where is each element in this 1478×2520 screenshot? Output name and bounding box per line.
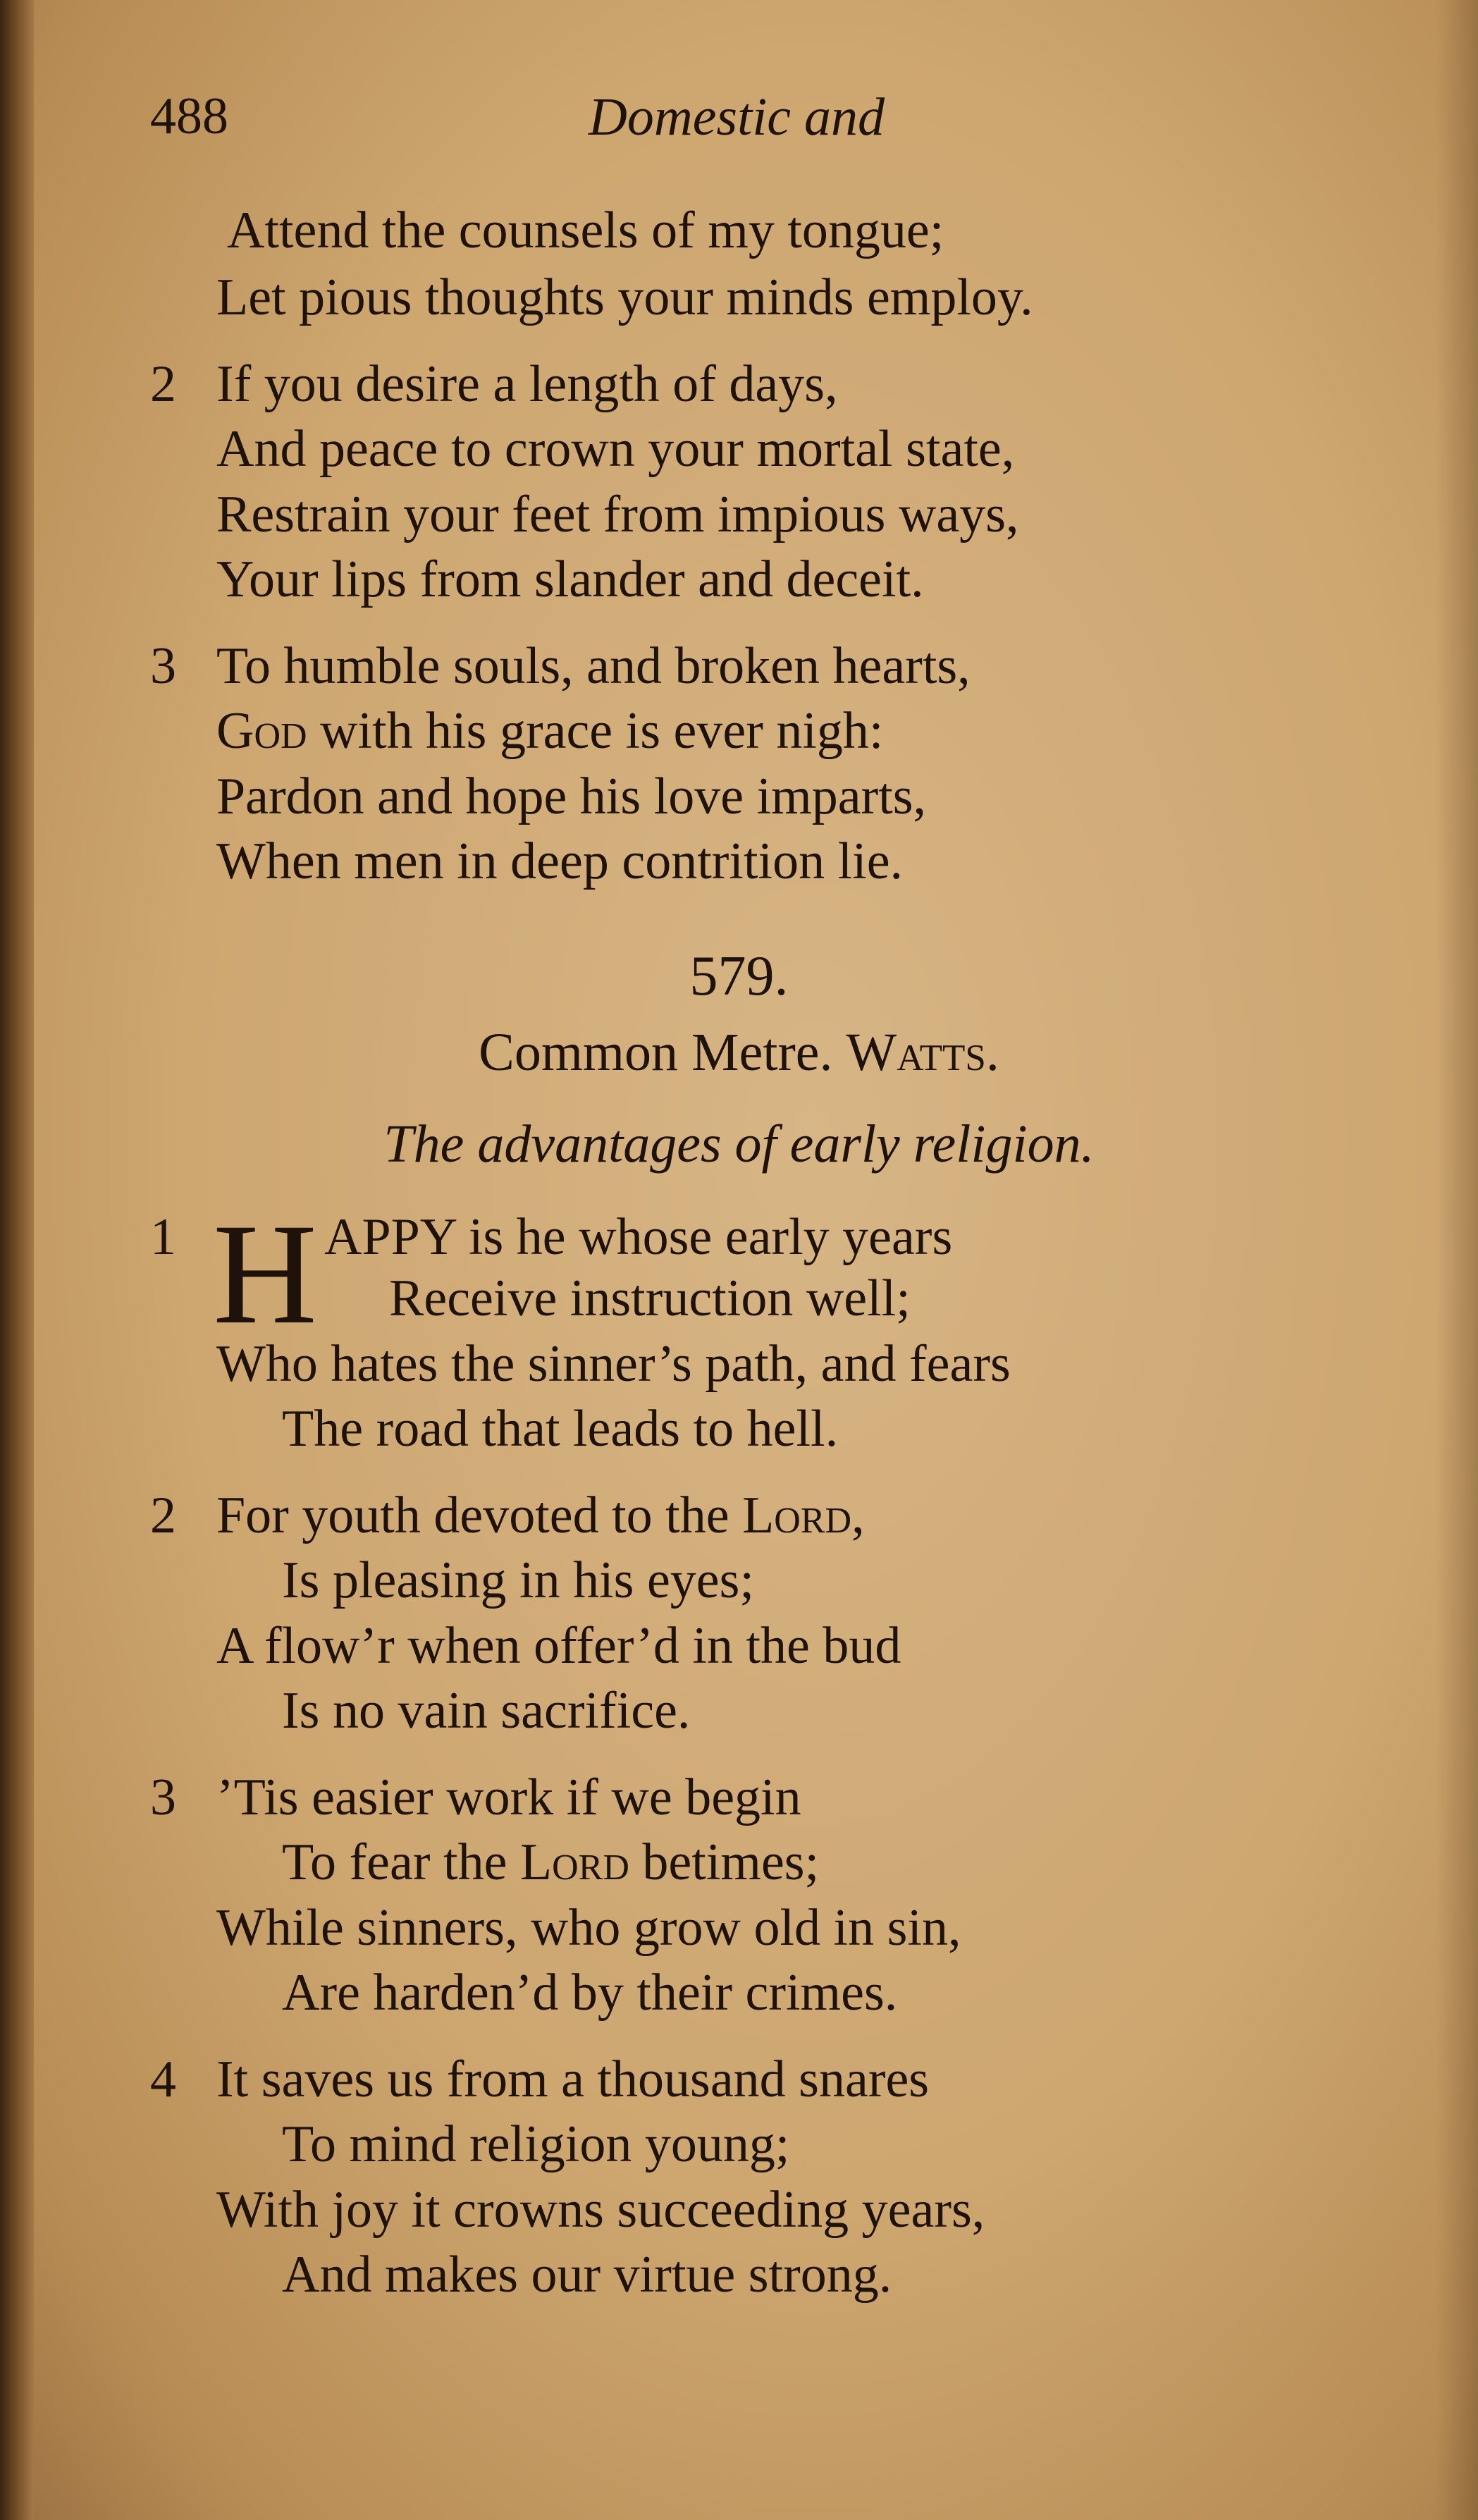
- hymn-number: 579.: [689, 945, 789, 1007]
- prev-stanza2-number: 2: [150, 355, 176, 413]
- prev-stanza2-line2: And peace to crown your mortal state,: [216, 420, 1015, 478]
- stanza1-number: 1: [150, 1208, 176, 1266]
- prev-stanza2-line4: Your lips from slander and deceit.: [216, 551, 924, 608]
- prev-stanza3-line4: When men in deep contrition lie.: [216, 832, 904, 890]
- stanza1-line4: The road that leads to hell.: [282, 1400, 839, 1458]
- prev-stanza3-number: 3: [150, 637, 176, 695]
- stanza4-line1: It saves us from a thousand snares: [216, 2051, 930, 2108]
- hymn-subject: The advantages of early religion.: [383, 1114, 1095, 1174]
- prev-stanza3-line2-rest: with his grace is ever nigh:: [320, 702, 884, 760]
- prev-stanza3-line3: Pardon and hope his love imparts,: [216, 768, 927, 825]
- stanza3-line3: While sinners, who grow old in sin,: [216, 1899, 961, 1957]
- lord-word: Lord,: [742, 1487, 865, 1544]
- stanza3-line1: ’Tis easier work if we begin: [216, 1769, 801, 1826]
- stanza4-line2: To mind religion young;: [282, 2115, 790, 2173]
- hymn-metre-line: [0, 1023, 1478, 1082]
- stanza4-number: 4: [150, 2051, 176, 2108]
- page-edge-shadow: [1436, 0, 1478, 2520]
- prev-stanza2-line1: If you desire a length of days,: [216, 355, 838, 413]
- prev-stanza3-line2: [216, 702, 884, 760]
- running-title: Domestic and: [589, 87, 885, 147]
- stanza1-line3: Who hates the sinner’s path, and fears: [216, 1335, 1011, 1393]
- prev-stanza3-line1: To humble souls, and broken hearts,: [216, 637, 971, 695]
- page-spine-shadow: [0, 0, 34, 2520]
- drop-cap: H: [213, 1194, 318, 1354]
- hymn-metre: Common Metre.: [479, 1023, 833, 1082]
- stanza2-line3: A flow’r when offer’d in the bud: [216, 1617, 901, 1675]
- stanza2-line1-text: For youth devoted to the: [216, 1487, 743, 1544]
- prev-stanza2-line3: Restrain your feet from impious ways,: [216, 486, 1019, 543]
- page-number: 488: [150, 87, 228, 145]
- stanza4-line3: With joy it crowns succeeding years,: [216, 2181, 985, 2239]
- stanza3-line2: [282, 1833, 820, 1891]
- hymn-author: Watts.: [846, 1023, 999, 1082]
- stanza4-line4: And makes our virtue strong.: [282, 2246, 892, 2304]
- stanza2-line1: [216, 1489, 865, 1542]
- stanza2-line4: Is no vain sacrifice.: [282, 1682, 691, 1740]
- stanza3-line2-pre: To fear the: [282, 1833, 520, 1891]
- stanza3-line2-post: betimes;: [629, 1833, 820, 1891]
- prev-stanza1-line3: Attend the counsels of my tongue;: [227, 202, 944, 259]
- god-word: God: [216, 702, 307, 760]
- stanza1-line2: Receive instruction well;: [389, 1270, 911, 1327]
- lord-word: Lord: [519, 1833, 629, 1891]
- stanza2-number: 2: [150, 1487, 176, 1544]
- prev-stanza1-line4: Let pious thoughts your minds employ.: [216, 269, 1033, 326]
- stanza2-line2: Is pleasing in his eyes;: [282, 1551, 755, 1609]
- stanza1-line1: APPY is he whose early years: [324, 1208, 953, 1266]
- stanza3-number: 3: [150, 1769, 176, 1826]
- stanza3-line4: Are harden’d by their crimes.: [282, 1964, 898, 2022]
